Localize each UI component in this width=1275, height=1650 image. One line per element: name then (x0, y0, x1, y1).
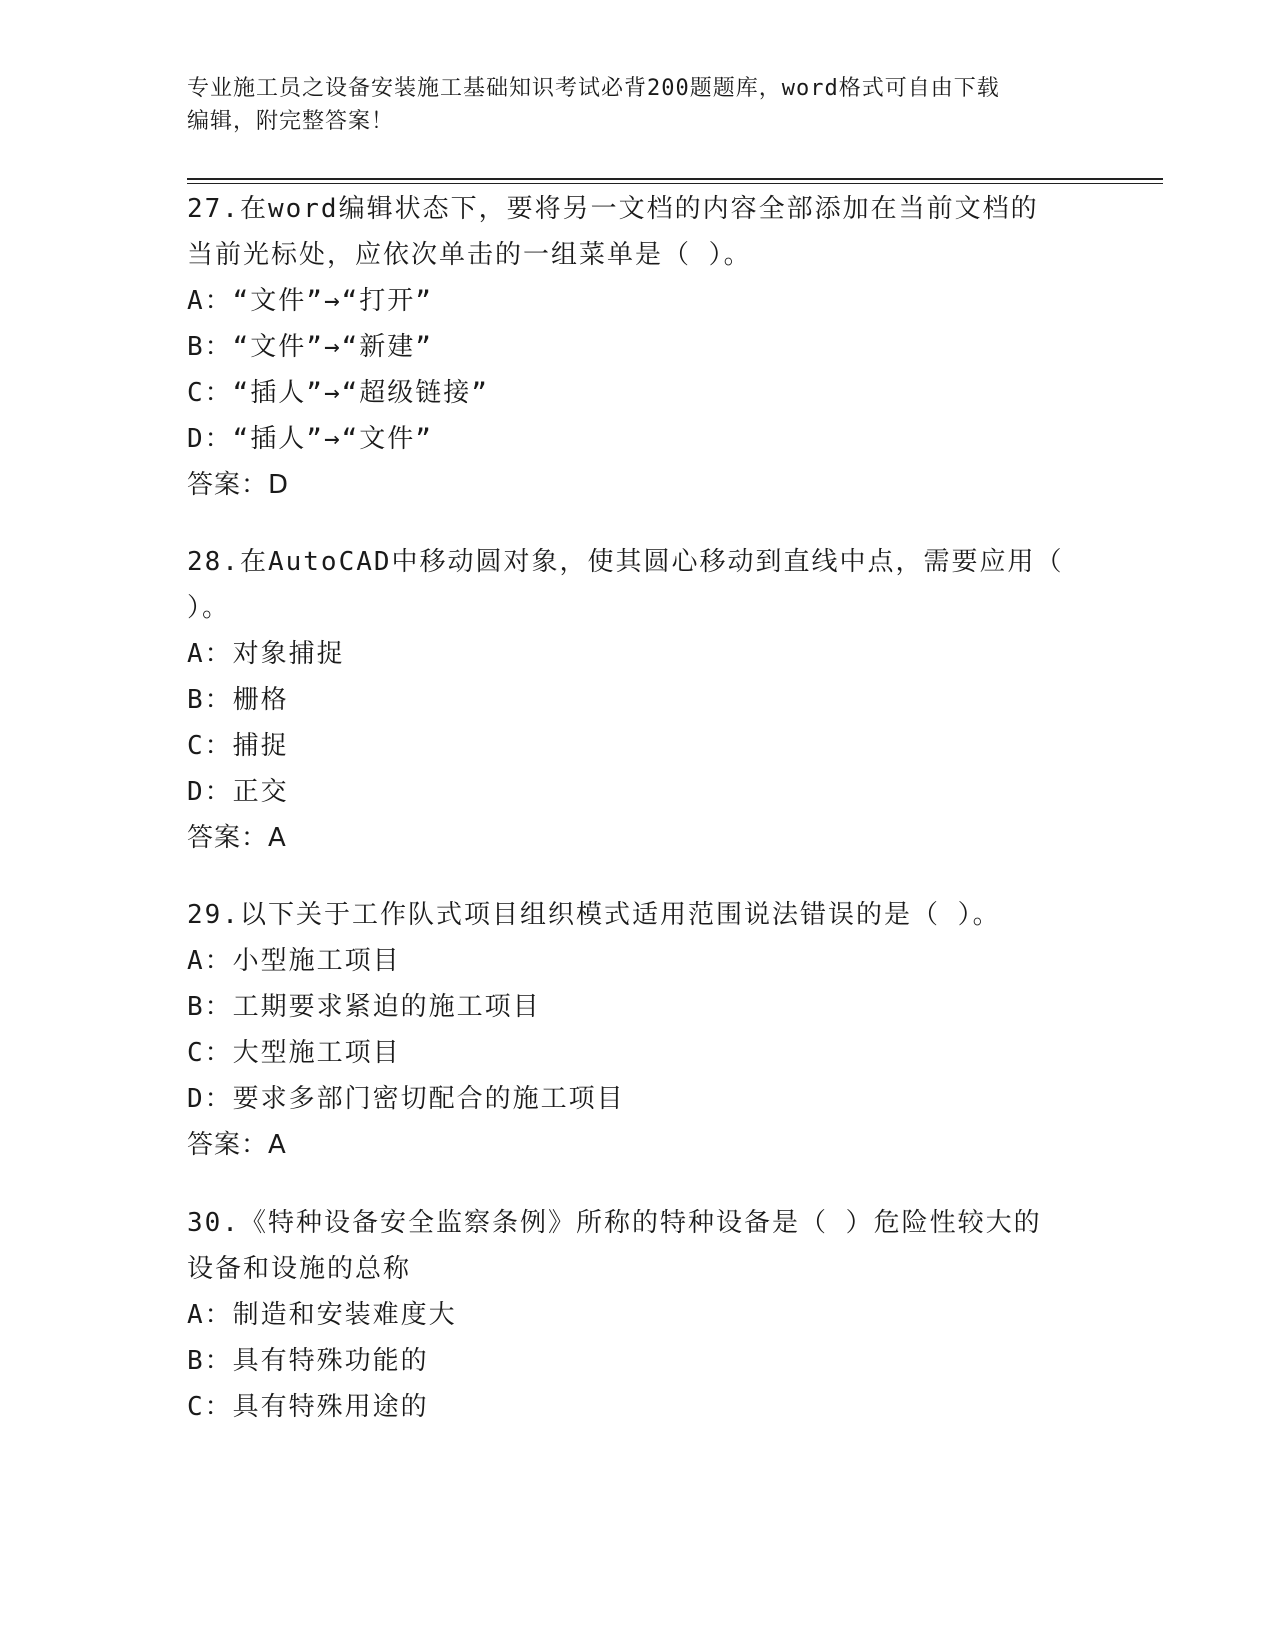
header-line-2: 编辑，附完整答案！ (187, 109, 395, 134)
option-c: C：大型施工项目 (187, 1038, 401, 1068)
document-header (187, 72, 1087, 138)
question-stem-line: 当前光标处，应依次单击的一组菜单是（ ）。 (187, 240, 752, 270)
question-stem-line: 30.《特种设备安全监察条例》所称的特种设备是（ ）危险性较大的 (187, 1208, 1042, 1238)
question-stem-line: ）。 (187, 593, 231, 623)
answer: 答案：A (187, 823, 287, 853)
option-c: C：捕捉 (187, 731, 289, 761)
question-stem-line: 27.在word编辑状态下，要将另一文档的内容全部添加在当前文档的 (187, 194, 1039, 224)
question-stem-line: 设备和设施的总称 (187, 1254, 412, 1284)
question-28 (187, 539, 1087, 861)
question-stem-line: 28.在AutoCAD中移动圆对象，使其圆心移动到直线中点，需要应用（ (187, 547, 1064, 577)
option-a: A：对象捕捉 (187, 639, 345, 669)
option-b: B：栅格 (187, 685, 289, 715)
option-d: D：正交 (187, 777, 289, 807)
header-divider-thin (187, 183, 1163, 184)
option-a: A：“文件”→“打开” (187, 286, 433, 316)
question-29 (187, 892, 1087, 1168)
option-b: B：具有特殊功能的 (187, 1346, 429, 1376)
option-c: C：具有特殊用途的 (187, 1392, 429, 1422)
question-stem-line: 29.以下关于工作队式项目组织模式适用范围说法错误的是（ ）。 (187, 900, 1001, 930)
option-b: B：“文件”→“新建” (187, 332, 433, 362)
answer: 答案：A (187, 1130, 287, 1160)
header-line-1: 专业施工员之设备安装施工基础知识考试必背200题题库，word格式可自由下载 (187, 76, 1000, 101)
option-b: B：工期要求紧迫的施工项目 (187, 992, 541, 1022)
option-d: D：“插人”→“文件” (187, 424, 433, 454)
answer: 答案：D (187, 470, 290, 500)
option-a: A：小型施工项目 (187, 946, 401, 976)
option-a: A：制造和安装难度大 (187, 1300, 457, 1330)
question-27 (187, 186, 1087, 508)
header-divider-thick (187, 178, 1163, 180)
option-c: C：“插人”→“超级链接” (187, 378, 489, 408)
option-d: D：要求多部门密切配合的施工项目 (187, 1084, 625, 1114)
question-30 (187, 1200, 1087, 1430)
